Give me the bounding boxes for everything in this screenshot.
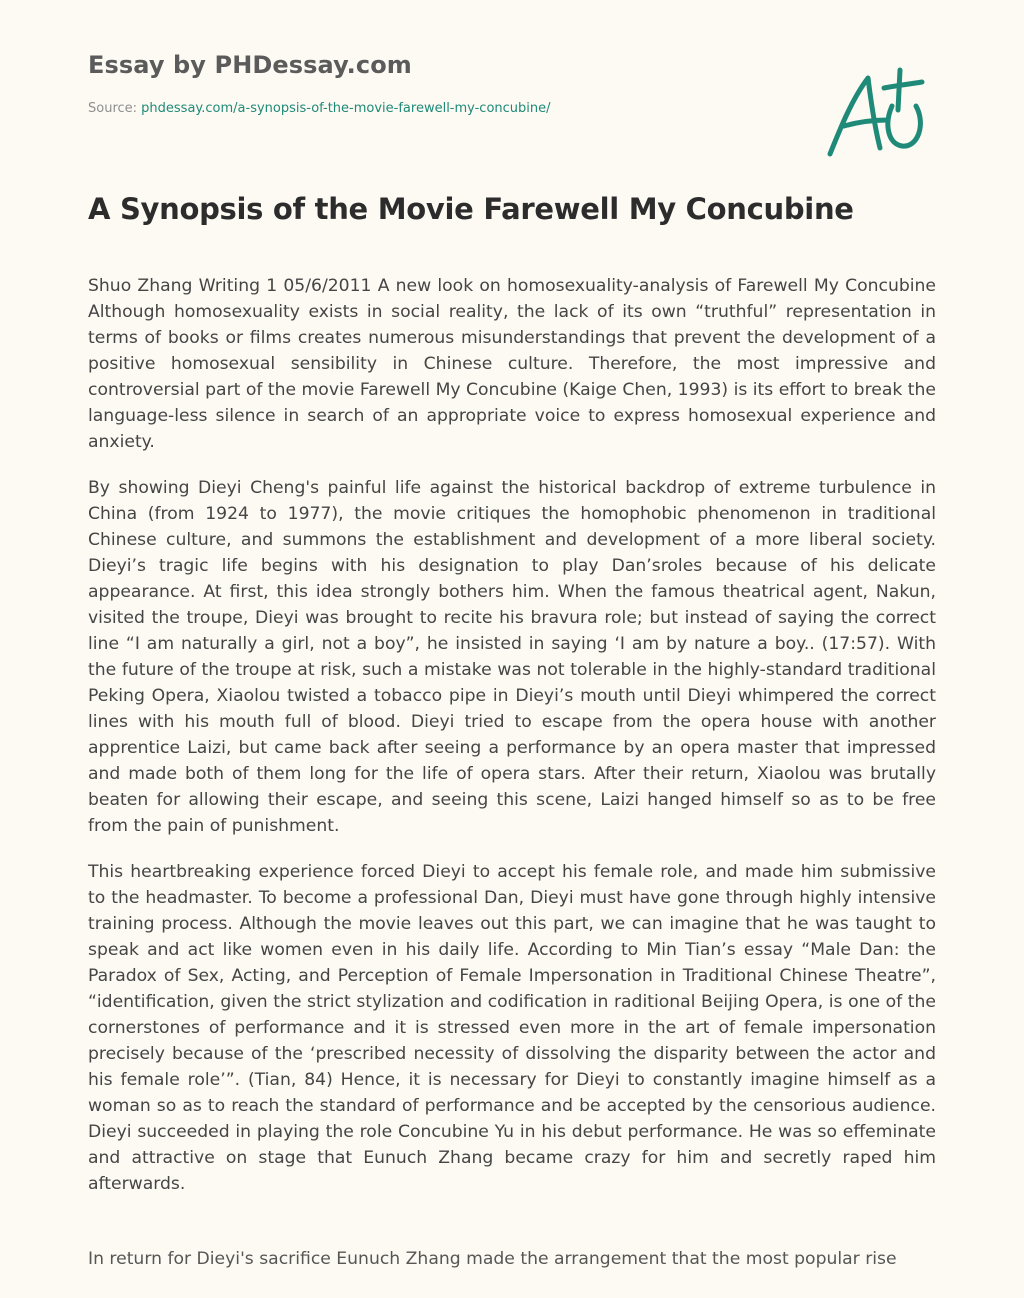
site-title: Essay by PHDessay.com bbox=[88, 51, 412, 79]
source-label: Source: bbox=[88, 101, 142, 116]
essay-paragraph-2: By showing Dieyi Cheng's painful life against the historical backdrop of extreme turbulence in China (from 1924 to 1977), the movie critiques the homophobic phenomenon in traditional Chinese culture, and summons the establishment and development of a more liberal society. Dieyi’s tragic life begins with his designation to play Dan’sroles because of his delicate appearance. At first, this idea strongly bothers him. When the famous theatrical agent, Nakun, visited the troupe, Dieyi was brought to recite his bravura role; but instead of saying the correct line “I am naturally a girl, not a boy”, he insisted in saying ‘I am by nature a boy.. (17:57). With the future of the troupe at risk, such a mistake was not tolerable in the highly-standard traditional Peking Opera, Xiaolou twisted a tobacco pipe in Dieyi’s mouth until Dieyi whimpered the correct lines with his mouth full of blood. Dieyi tried to escape from the opera house with another apprentice Laizi, but came back after seeing a performance by an opera master that impressed and made both of them long for the life of opera stars. After their return, Xiaolou was brutally beaten for allowing their escape, and seeing this scene, Laizi hanged himself so as to be free from the pain of punishment. bbox=[88, 478, 936, 836]
source-link[interactable]: phdessay.com/a-synopsis-of-the-movie-farewell-my-concubine/ bbox=[141, 101, 551, 116]
essay-body bbox=[88, 273, 936, 1217]
source-line bbox=[88, 101, 551, 116]
essay-title: A Synopsis of the Movie Farewell My Concubine bbox=[88, 192, 854, 226]
a-plus-grade-icon bbox=[822, 64, 932, 164]
essay-paragraph-1: Shuo Zhang Writing 1 05/6/2011 A new look on homosexuality-analysis of Farewell My Concubine Although homosexuality exists in social reality, the lack of its own “truthful” representation in terms of books or films creates numerous misunderstandings that prevent the development of a positive homosexual sensibility in Chinese culture. Therefore, the most impressive and controversial part of the movie Farewell My Concubine (Kaige Chen, 1993) is its effort to break the language-less silence in search of an appropriate voice to express homosexual experience and anxiety. bbox=[88, 276, 936, 452]
cut-off-paragraph bbox=[88, 1244, 936, 1269]
essay-paragraph-3: This heartbreaking experience forced Dieyi to accept his female role, and made him submissive to the headmaster. To become a professional Dan, Dieyi must have gone through highly intensive training process. Although the movie leaves out this part, we can imagine that he was taught to speak and act like women even in his daily life. According to Min Tian’s essay “Male Dan: the Paradox of Sex, Acting, and Perception of Female Impersonation in Traditional Chinese Theatre”, “identification, given the strict stylization and codification in raditional Beijing Opera, is one of the cornerstones of performance and it is stressed even more in the art of female impersonation precisely because of the ‘prescribed necessity of dissolving the disparity between the actor and his female role’”. (Tian, 84) Hence, it is necessary for Dieyi to constantly imagine himself as a woman so as to reach the standard of performance and be accepted by the censorious audience. Dieyi succeeded in playing the role Concubine Yu in his debut performance. He was so effeminate and attractive on stage that Eunuch Zhang became crazy for him and secretly raped him afterwards. bbox=[88, 862, 936, 1194]
cut-off-line: In return for Dieyi's sacrifice Eunuch Zhang made the arrangement that the most popular rise bbox=[88, 1249, 897, 1269]
